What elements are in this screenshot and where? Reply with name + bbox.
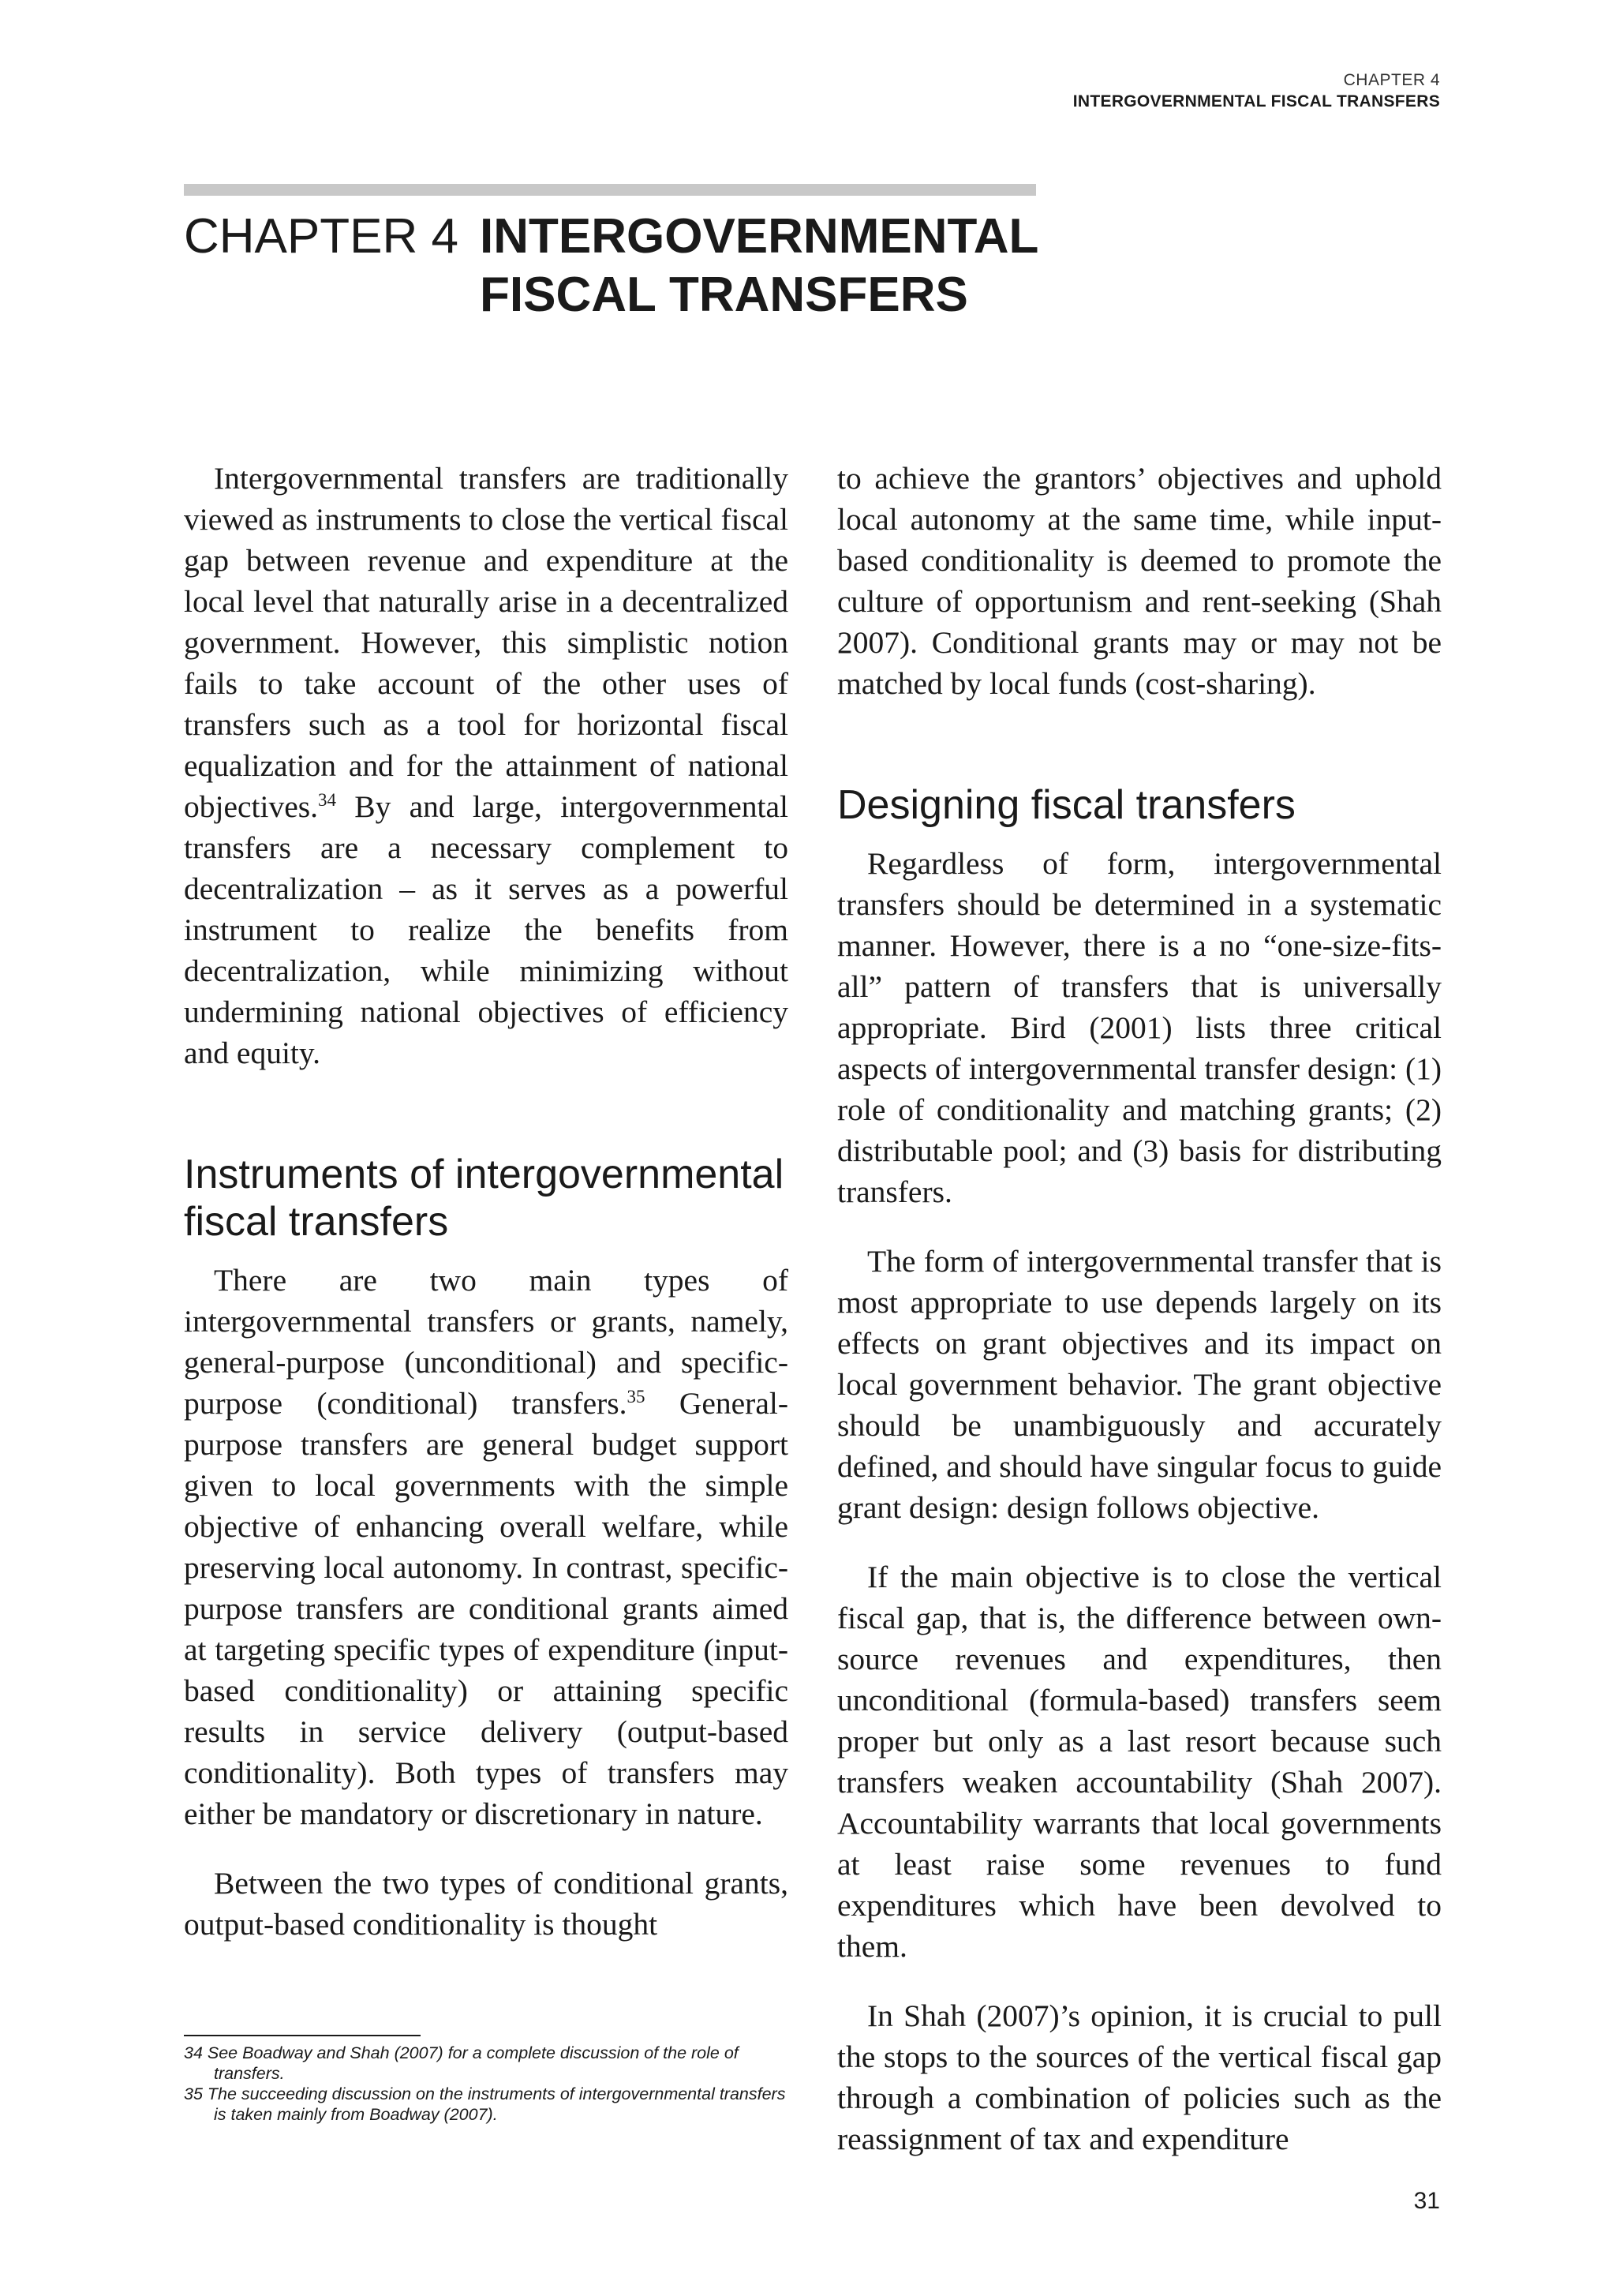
running-head [1073, 69, 1440, 112]
running-head-title: INTERGOVERNMENTAL FISCAL TRANSFERS [1072, 92, 1440, 110]
left-column [184, 458, 788, 1973]
continuation-paragraph: to achieve the grantors’ objectives and uphold local autonomy at the same time, while input-based conditionality is deemed to promote the culture of opportunism and rent-seeking (Shah 2007). Conditional grants may or may not be matched by local funds (cost-sharing). [837, 461, 1442, 701]
designing-paragraph-3: If the main objective is to close the vertical fiscal gap, that is, the difference between own-source revenues and expenditures, then unconditional (formula-based) transfers seem proper but only as a last resort because such transfers weaken accountability (Shah 2007). Accountability warrants that local governments at least raise some revenues to fund expenditures which have been devolved to them. [837, 1560, 1442, 1964]
footnote-35: 35 The succeeding discussion on the instruments of intergovernmental transfers is taken mainly from Boadway (2007). [184, 2084, 786, 2124]
types-paragraph: There are two main types of intergovernmental transfers or grants, namely, general-purpose (unconditional) and specific-purpose (conditional) transfers.$^{35}$ General-purpose transfers are general budget support given to local governments with the simple objective of enhancing overall welfare, while preserving local autonomy. In contrast, specific-purpose transfers are conditional grants aimed at targeting specific types of expenditure (input-based conditionality) or attaining specific results in service delivery (output-based conditionality). Both types of transfers may either be mandatory or discretionary in nature. [184, 1263, 788, 1831]
footnote-34: 34 See Boadway and Shah (2007) for a complete discussion of the role of transfers. [184, 2043, 739, 2083]
section-heading-designing: Designing fiscal transfers [837, 782, 1296, 828]
page-number: 31 [1413, 2188, 1440, 2214]
footnote-ref-35: 35 [627, 1386, 645, 1406]
running-head-chapter: CHAPTER 4 [1343, 71, 1440, 89]
designing-paragraph-4: In Shah (2007)’s opinion, it is crucial to pull the stops to the sources of the vertical fiscal gap through a combination of policies such as the reassignment of tax and expenditure [837, 1998, 1442, 2156]
footnote-ref-34: 34 [318, 789, 337, 810]
intro-paragraph: Intergovernmental transfers are traditionally viewed as instruments to close the vertical fiscal gap between revenue and expenditure at the local level that naturally arise in a decentralized government. However, this simplistic notion fails to take account of the other uses of transfers such as a tool for horizontal fiscal equalization and for the attainment of national objectives.$^{34}$ By and large, intergovernmental transfers are a necessary complement to decentralization – as it serves as a powerful instrument to realize the benefits from decentralization, while minimizing without undermining national objectives of efficiency and equity. [184, 461, 788, 1070]
section-heading-instruments: Instruments of intergovernmental fiscal transfers [184, 1152, 784, 1245]
designing-paragraph-2: The form of intergovernmental transfer that is most appropriate to use depends largely on its effects on grant objectives and its impact on local government behavior. The grant objective should be unambiguously and accurately defined, and should have singular focus to guide grant design: design follows objective. [837, 1244, 1442, 1525]
chapter-label: CHAPTER 4 [184, 209, 458, 264]
footnotes [184, 2035, 788, 2125]
chapter-main-title: INTERGOVERNMENTAL FISCAL TRANSFERS [480, 209, 1038, 322]
between-paragraph: Between the two types of conditional grants, output-based conditionality is thought [184, 1866, 788, 1942]
title-rule [184, 184, 1036, 196]
right-column [837, 458, 1442, 2188]
designing-paragraph-1: Regardless of form, intergovernmental transfers should be determined in a systematic manner. However, there is a no “one-size-fits-all” pattern of transfers that is universally appropriate. Bird (2001) lists three critical aspects of intergovernmental transfer design: (1) role of conditionality and matching grants; (2) distributable pool; and (3) basis for distributing transfers. [837, 846, 1442, 1209]
footnote-rule [184, 2035, 421, 2036]
